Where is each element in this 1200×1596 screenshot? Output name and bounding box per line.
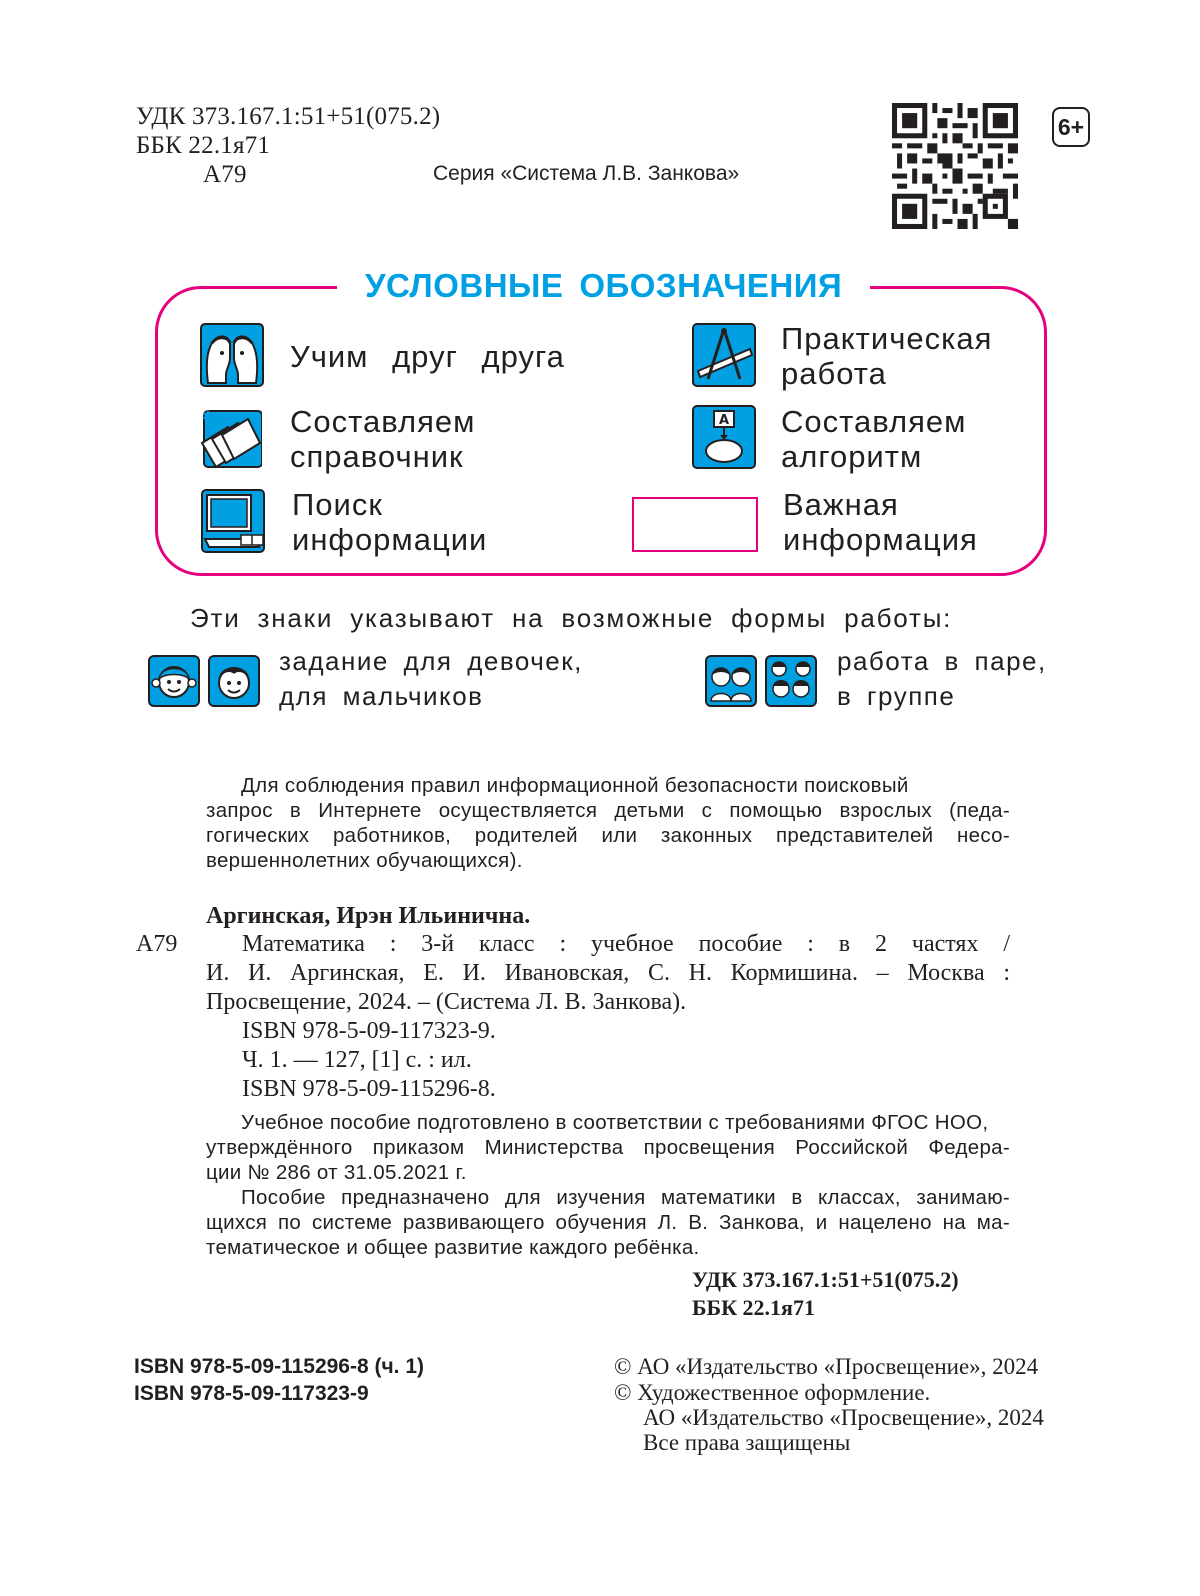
individual-task-line1: задание для девочек, <box>279 646 583 676</box>
svg-text:A: A <box>719 413 730 428</box>
catalog-author: Аргинская, Ирэн Ильинична. <box>206 903 531 929</box>
legend-label-algorithm-1: Составляем <box>781 404 967 439</box>
legend-label-teach-each-other: Учим друг друга <box>290 339 565 374</box>
safety-note-line: гогических работников, родителей или законных представителей несо- <box>206 824 1010 847</box>
safety-note-line: Для соблюдения правил информационной безопасности поисковый <box>241 774 909 797</box>
age-rating-badge: 6+ <box>1052 107 1090 147</box>
legend-title-word-2: ОБОЗНАЧЕНИЯ <box>579 267 843 304</box>
annotation-p1-line: Учебное пособие подготовлено в соответствии с требованиями ФГОС НОО, <box>241 1111 989 1134</box>
footer-isbn-set: ISBN 978-5-09-117323-9 <box>134 1382 369 1405</box>
series-title: Серия «Система Л.В. Занкова» <box>433 162 740 185</box>
header-bbk: ББК 22.1я71 <box>136 132 271 159</box>
annotation-p1-line: утверждённого приказом Министерства просвещения Российской Федера- <box>206 1136 1010 1159</box>
legend-label-algorithm-2: алгоритм <box>781 439 923 474</box>
group-work-line2: в группе <box>837 681 956 711</box>
header-udk: УДК 373.167.1:51+51(075.2) <box>136 103 441 130</box>
catalog-line: Ч. 1. — 127, [1] с. : ил. <box>242 1047 472 1073</box>
pair-icon <box>705 655 757 707</box>
catalog-line: Математика : 3-й класс : учебное пособие : в 2 частях / <box>242 931 1010 957</box>
legend-label-important-1: Важная <box>783 487 899 522</box>
safety-note-cont <box>206 798 1010 873</box>
legend-label-reference-2: справочник <box>290 439 464 474</box>
header-code: А79 <box>203 161 247 188</box>
boy-icon <box>208 655 260 707</box>
catalog-line: Просвещение, 2024. – (Система Л. В. Занкова). <box>206 989 687 1015</box>
work-forms-intro: Эти знаки указывают на возможные формы работы: <box>190 603 953 633</box>
catalog-line: ISBN 978-5-09-115296-8. <box>242 1076 496 1102</box>
students-icon <box>200 323 264 387</box>
group-icon <box>765 655 817 707</box>
safety-note-line: запрос в Интернете осуществляется детьми с помощью взрослых (педа- <box>206 799 1010 822</box>
compass-ruler-icon <box>692 323 756 387</box>
svg-text:✱: ✱ <box>202 409 214 425</box>
catalog-code: А79 <box>136 931 178 957</box>
footer-isbn-part1: ISBN 978-5-09-115296-8 (ч. 1) <box>134 1355 425 1378</box>
legend-label-search-1: Поиск <box>292 487 383 522</box>
all-rights-reserved: Все права защищены <box>643 1430 851 1455</box>
legend-label-reference-1: Составляем <box>290 404 476 439</box>
safety-note-line: вершеннолетних обучающихся). <box>206 849 523 872</box>
qr-code-icon[interactable] <box>892 103 1018 229</box>
catalog-line: ISBN 978-5-09-117323-9. <box>242 1018 496 1044</box>
copyright-publisher: © АО «Издательство «Просвещение», 2024 <box>614 1354 1039 1379</box>
individual-task-line2: для мальчиков <box>279 681 484 711</box>
legend-label-practical-2: работа <box>781 356 887 391</box>
important-info-frame <box>632 497 758 552</box>
algorithm-icon <box>692 405 756 469</box>
legend-title-word-1: УСЛОВНЫЕ <box>365 267 564 304</box>
annotation-p1-line: ции № 286 от 31.05.2021 г. <box>206 1161 467 1184</box>
annotation-bbk: ББК 22.1я71 <box>692 1295 815 1320</box>
safety-note <box>241 773 1010 798</box>
legend-title <box>337 266 870 306</box>
annotation-p2-line: Пособие предназначено для изучения математики в классах, занимаю- <box>241 1186 1010 1209</box>
legend-label-important-2: информация <box>783 522 978 557</box>
cards-icon <box>198 405 262 469</box>
catalog-line: И. И. Аргинская, Е. И. Ивановская, С. Н. Кормишина. – Москва : <box>206 960 1010 986</box>
annotation-udk: УДК 373.167.1:51+51(075.2) <box>692 1267 959 1292</box>
annotation-p2-line: щихся по системе развивающего обучения Л. В. Занкова, и нацелено на ма- <box>206 1211 1010 1234</box>
group-work-line1: работа в паре, <box>837 646 1047 676</box>
copyright-design: © Художественное оформление. <box>614 1380 931 1405</box>
girl-icon <box>148 655 200 707</box>
legend-label-practical-1: Практическая <box>781 321 993 356</box>
computer-icon <box>201 489 265 553</box>
copyright-design-owner: АО «Издательство «Просвещение», 2024 <box>643 1405 1044 1430</box>
annotation-p2-line: тематическое и общее развитие каждого ребёнка. <box>206 1236 700 1259</box>
legend-label-search-2: информации <box>292 522 488 557</box>
